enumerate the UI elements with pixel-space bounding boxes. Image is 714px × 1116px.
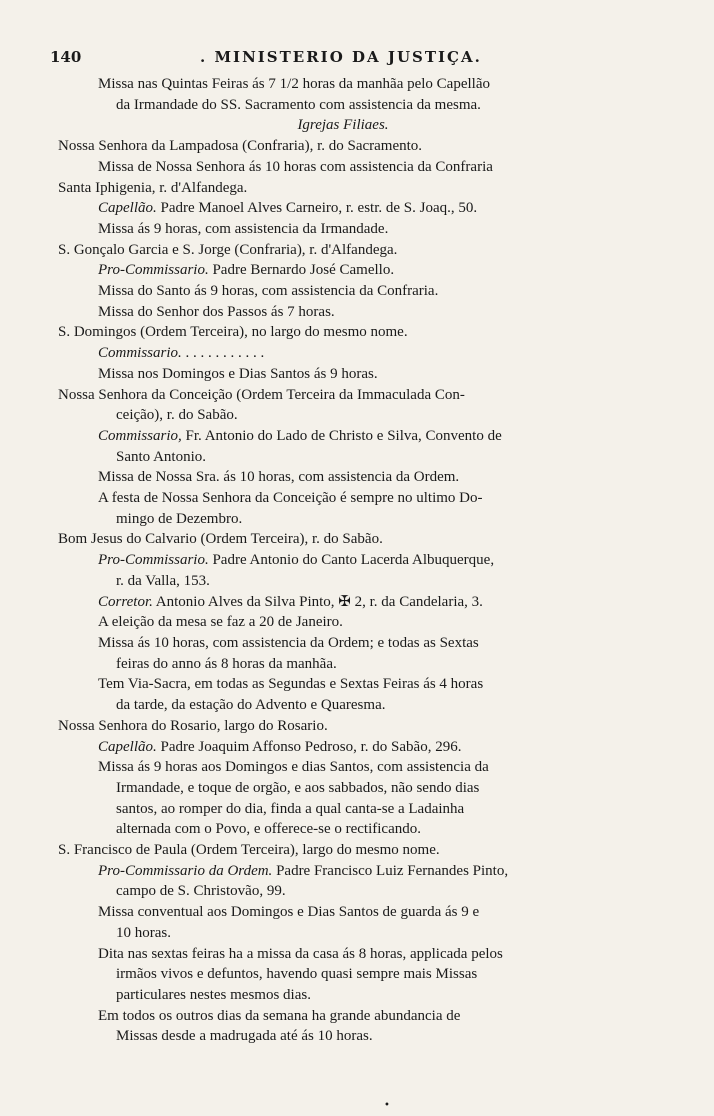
text-line — [58, 509, 628, 530]
line-text: Missa ás 9 horas, com assistencia da Irmandade. — [98, 220, 389, 237]
line-text: Nossa Senhora do Rosario, largo do Rosario. — [58, 717, 328, 734]
line-text: mingo de Dezembro. — [116, 510, 243, 527]
text-line — [58, 944, 628, 965]
text-line — [58, 157, 628, 178]
line-text: Padre Bernardo José Camello. — [208, 262, 395, 279]
text-line — [58, 198, 628, 219]
text-line — [58, 74, 628, 95]
text-line — [58, 550, 628, 571]
text-line — [58, 281, 628, 302]
line-text: Em todos os outros dias da semana ha grande abundancia de — [98, 1007, 461, 1024]
text-line — [58, 95, 628, 116]
line-text: Dita nas sextas feiras ha a missa da casa ás 8 horas, applicada pelos — [98, 945, 503, 962]
text-line — [58, 985, 628, 1006]
text-line — [58, 881, 628, 902]
line-label: Commissario, — [98, 427, 182, 444]
line-label: Pro-Commissario. — [98, 552, 209, 569]
text-line — [58, 219, 628, 240]
line-text: A festa de Nossa Senhora da Conceição é sempre no ultimo Do- — [98, 490, 483, 507]
text-line — [58, 633, 628, 654]
text-line — [58, 364, 628, 385]
line-text: S. Francisco de Paula (Ordem Terceira), largo do mesmo nome. — [58, 842, 440, 859]
text-line — [58, 778, 628, 799]
text-line — [58, 592, 628, 613]
line-text: Missa de Nossa Senhora ás 10 horas com assistencia da Confraria — [98, 158, 493, 175]
text-line — [58, 799, 628, 820]
line-label: Capellão. — [98, 738, 157, 755]
line-text: Missa do Santo ás 9 horas, com assistencia da Confraria. — [98, 283, 439, 300]
line-text: particulares nestes mesmos dias. — [116, 986, 311, 1003]
line-text: Missa ás 10 horas, com assistencia da Ordem; e todas as Sextas — [98, 634, 479, 651]
line-label: Corretor. — [98, 593, 153, 610]
running-title: . MINISTERIO DA JUSTIÇA. — [200, 48, 482, 66]
footer-mark: • — [384, 1100, 390, 1111]
line-text: Padre Francisco Luiz Fernandes Pinto, — [272, 862, 509, 879]
text-line — [58, 1026, 628, 1047]
line-text: Tem Via-Sacra, em todas as Segundas e Sextas Feiras ás 4 horas — [98, 676, 484, 693]
text-line — [58, 136, 628, 157]
text-body — [58, 74, 628, 1047]
line-text: . . . . . . . . . . . — [181, 345, 265, 362]
line-text: S. Gonçalo Garcia e S. Jorge (Confraria), r. d'Alfandega. — [58, 241, 398, 258]
text-line — [58, 840, 628, 861]
text-line — [58, 260, 628, 281]
line-label: Pro-Commissario. — [98, 262, 209, 279]
text-line — [58, 612, 628, 633]
text-line — [58, 178, 628, 199]
line-text: Igrejas Filiaes. — [297, 117, 389, 134]
line-text: r. da Valla, 153. — [116, 572, 210, 589]
line-text: Padre Antonio do Canto Lacerda Albuquerque, — [208, 552, 495, 569]
line-text: irmãos vivos e defuntos, havendo quasi sempre mais Missas — [116, 966, 478, 983]
line-text: Missa conventual aos Domingos e Dias Santos de guarda ás 9 e — [98, 904, 480, 921]
text-line — [58, 426, 628, 447]
line-text: Missa ás 9 horas aos Domingos e dias Santos, com assistencia da — [98, 759, 489, 776]
line-text: feiras do anno ás 8 horas da manhãa. — [116, 655, 337, 672]
text-line — [58, 529, 628, 550]
line-text: Irmandade, e toque de orgão, e aos sabbados, não sendo dias — [116, 779, 480, 796]
text-line — [58, 716, 628, 737]
text-line — [58, 447, 628, 468]
line-text: Bom Jesus do Calvario (Ordem Terceira), r. do Sabão. — [58, 531, 383, 548]
line-text: Missas desde a madrugada até ás 10 horas. — [116, 1028, 373, 1045]
text-line — [58, 302, 628, 323]
page-number: 140 — [50, 48, 82, 66]
text-line — [58, 819, 628, 840]
text-line — [58, 343, 628, 364]
line-text: S. Domingos (Ordem Terceira), no largo do mesmo nome. — [58, 324, 408, 341]
text-line — [58, 1006, 628, 1027]
text-line — [58, 571, 628, 592]
text-line — [58, 737, 628, 758]
line-text: da Irmandade do SS. Sacramento com assistencia da mesma. — [116, 96, 481, 113]
line-text: Antonio Alves da Silva Pinto, ✠ 2, r. da Candelaria, 3. — [152, 593, 483, 610]
text-line — [58, 322, 628, 343]
line-text: A eleição da mesa se faz a 20 de Janeiro. — [98, 614, 343, 631]
text-line — [58, 385, 628, 406]
line-text: Missa do Senhor dos Passos ás 7 horas. — [98, 303, 335, 320]
page-header — [50, 48, 670, 70]
text-line — [58, 240, 628, 261]
line-text: ceição), r. do Sabão. — [116, 407, 238, 424]
line-text: Missa nas Quintas Feiras ás 7 1/2 horas da manhãa pelo Capellão — [98, 76, 490, 92]
line-text: Padre Joaquim Affonso Pedroso, r. do Sabão, 296. — [156, 738, 462, 755]
text-line — [58, 923, 628, 944]
text-line — [58, 115, 628, 136]
line-label: Pro-Commissario da Ordem. — [98, 862, 273, 879]
line-text: Missa nos Domingos e Dias Santos ás 9 horas. — [98, 365, 378, 382]
line-label: Capellão. — [98, 200, 157, 217]
text-line — [58, 757, 628, 778]
text-line — [58, 405, 628, 426]
line-text: Missa de Nossa Sra. ás 10 horas, com assistencia da Ordem. — [98, 469, 460, 486]
line-text: santos, ao romper do dia, finda a qual canta-se a Ladainha — [116, 800, 465, 817]
line-text: Fr. Antonio do Lado de Christo e Silva, Convento de — [181, 427, 502, 444]
line-text: 10 horas. — [116, 924, 171, 941]
text-line — [58, 654, 628, 675]
text-line — [58, 695, 628, 716]
line-text: Nossa Senhora da Conceição (Ordem Terceira da Immaculada Con- — [58, 386, 465, 403]
line-text: Santa Iphigenia, r. d'Alfandega. — [58, 179, 248, 196]
line-text: Santo Antonio. — [116, 448, 207, 465]
line-text: alternada com o Povo, e offerece-se o rectificando. — [116, 821, 421, 838]
text-line — [58, 964, 628, 985]
text-line — [58, 674, 628, 695]
text-line — [58, 861, 628, 882]
text-line — [58, 488, 628, 509]
line-text: campo de S. Christovão, 99. — [116, 883, 286, 900]
line-text: da tarde, da estação do Advento e Quaresma. — [116, 697, 386, 714]
text-line — [58, 902, 628, 923]
line-text: Padre Manoel Alves Carneiro, r. estr. de S. Joaq., 50. — [156, 200, 478, 217]
line-text: Nossa Senhora da Lampadosa (Confraria), r. do Sacramento. — [58, 138, 423, 155]
line-label: Commissario. — [98, 345, 182, 362]
text-line — [58, 467, 628, 488]
